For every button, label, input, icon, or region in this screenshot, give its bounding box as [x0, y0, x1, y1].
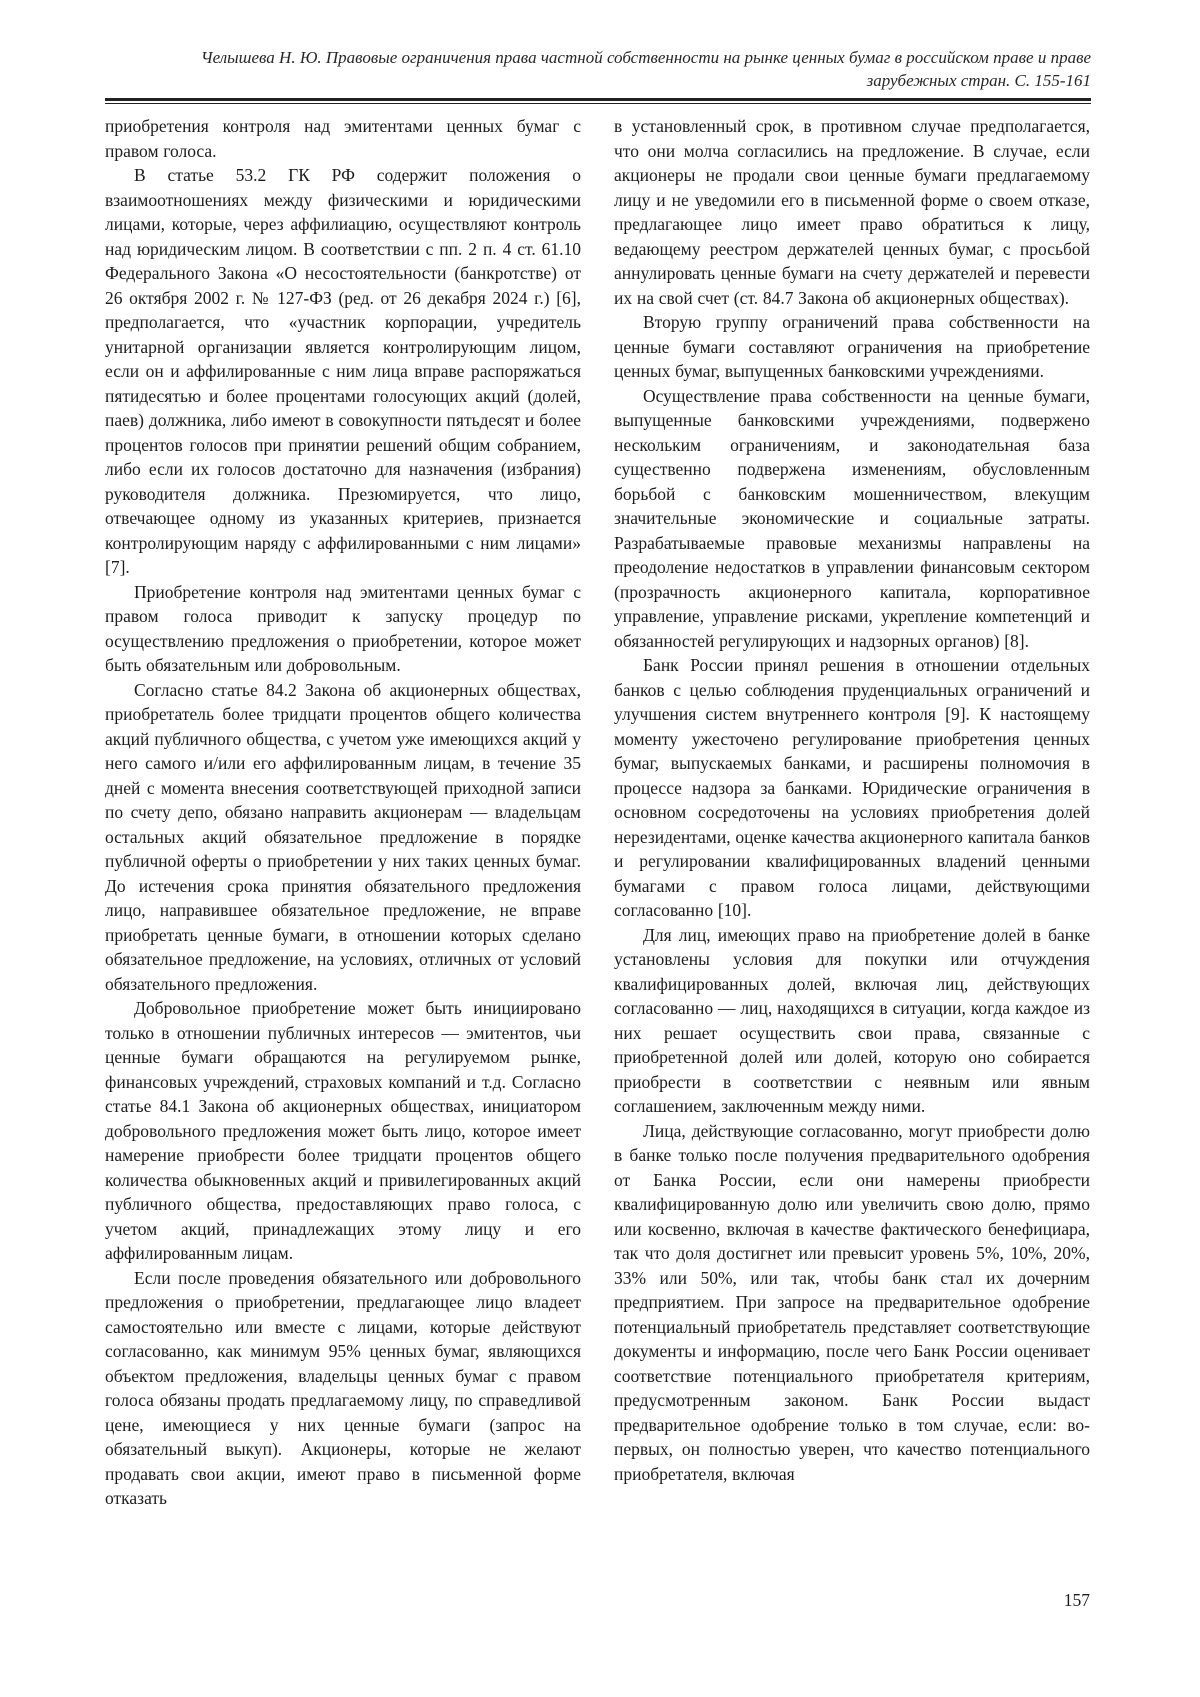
running-head	[105, 46, 1091, 92]
paragraph: Вторую группу ограничений права собственности на ценные бумаги составляют ограничения на приобретение ценных бумаг, выпущенных банковскими учреждениями.	[614, 312, 1090, 381]
right-column	[614, 114, 1090, 1598]
paragraph: Для лиц, имеющих право на приобретение долей в банке установлены условия для покупки или отчуждения квалифицированных долей, включая лиц, действующих согласованно — лиц, находящихся в ситуации, когда каждое из них решает осуществить свои права, связанные с приобретенной долей или долей, которую оно собирается приобрести в соответствии с неявным или явным соглашением, заключенным между ними.	[614, 924, 1090, 1116]
paragraph: Приобретение контроля над эмитентами ценных бумаг с правом голоса приводит к запуску процедур по осуществлению предложения о приобретении, которое может быть обязательным или добровольным.	[105, 581, 581, 675]
paragraph: Добровольное приобретение может быть инициировано только в отношении публичных интересов — эмитентов, чьи ценные бумаги обращаются на регулируемом рынке, финансовых учреждений, страховых компаний и т.д. Согласно статье 84.1 Закона об акционерных обществах, инициатором добровольного предложения может быть лицо, которое имеет намерение приобрести более тридцати процентов общего количества обыкновенных акций и привилегированных акций публичного общества, предоставляющих право голоса, с учетом акций, принадлежащих этому лицу и его аффилированным лицам.	[105, 998, 581, 1263]
header-rule	[105, 98, 1091, 104]
paragraph: Если после проведения обязательного или добровольного предложения о приобретении, предлагающее лицо владеет самостоятельно или вместе с лицами, которые действуют согласованно, как минимум 95% ценных бумаг, являющихся объектом предложения, владельцы ценных бумаг с правом голоса обязаны продать предлагаемому лицу, по справедливой цене, имеющиеся у них ценные бумаги (запрос на обязательный выкуп). Акционеры, которые не желают продавать свои акции, имеют право в письменной форме отказать	[105, 1267, 581, 1508]
paragraph: Лица, действующие согласованно, могут приобрести долю в банке только после получения предварительного одобрения от Банка России, если они намерены приобрести квалифицированную долю или увеличить свою долю, прямо или косвенно, включая в качестве фактического бенефициара, так что доля достигнет или превысит уровень 5%, 10%, 20%, 33% или 50%, или так, чтобы банк стал их дочерним предприятием. При запросе на предварительное одобрение потенциальный приобретатель представляет соответствующие документы и информацию, после чего Банк России оценивает соответствие потенциального приобретателя критериям, предусмотренным законом. Банк России выдаст предварительное одобрение только в том случае, если: во-первых, он полностью уверен, что качество потенциального приобретателя, включая	[614, 1120, 1090, 1484]
paragraph: Осуществление права собственности на ценные бумаги, выпущенные банковскими учреждениями, подвержено нескольким ограничениям, и законодательная база существенно подвержена изменениям, обусловленным борьбой с банковским мошенничеством, влекущим значительные экономические и социальные затраты. Разрабатываемые правовые механизмы направлены на преодоление недостатков в управлении финансовым сектором (прозрачность акционерного капитала, корпоративное управление, управление рисками, укрепление компетенций и обязанностей регулирующих и надзорных органов) [8].	[614, 385, 1090, 651]
paragraph: в установленный срок, в противном случае предполагается, что они молча согласились на предложение. В случае, если акционеры не продали свои ценные бумаги предлагаемому лицу и не уведомили его в письменной форме о своем отказе, предлагающее лицо имеет право обратиться к лицу, ведающему реестром держателей ценных бумаг, с просьбой аннулировать ценные бумаги на счету держателей и перевести их на свой счет (ст. 84.7 Закона об акционерных обществах).	[614, 116, 1090, 308]
paragraph: приобретения контроля над эмитентами ценных бумаг с правом голоса.	[105, 116, 581, 161]
two-column-body	[105, 114, 1091, 1598]
page-number: 157	[1063, 1590, 1090, 1610]
running-head-line1: Челышева Н. Ю. Правовые ограничения права частной собственности на рынке ценных бумаг в российском праве и праве	[200, 48, 1091, 67]
paragraph: Согласно статье 84.2 Закона об акционерных обществах, приобретатель более тридцати процентов общего количества акций публичного общества, с учетом уже имеющихся акций у него самого и/или его аффилированным лицам, в течение 35 дней с момента внесения соответствующей приходной записи по счету депо, обязано направить акционерам — владельцам остальных акций обязательное предложение в порядке публичной оферты о приобретении у них таких ценных бумаг. До истечения срока принятия обязательного предложения лицо, направившее обязательное предложение, не вправе приобретать ценные бумаги, в отношении которых сделано обязательное предложение, на условиях, отличных от условий обязательного предложения.	[105, 679, 581, 994]
running-head-line2: зарубежных стран. С. 155-161	[866, 71, 1091, 90]
paragraph: Банк России принял решения в отношении отдельных банков с целью соблюдения пруденциальных ограничений и улучшения систем внутреннего контроля [9]. К настоящему моменту ужесточено регулирование приобретения ценных бумаг, выпускаемых банками, и расширены полномочия в процессе надзора за банками. Юридические ограничения в основном сосредоточены на условиях приобретения долей нерезидентами, оценке качества акционерного капитала банков и регулировании квалифицированных владений ценными бумагами с правом голоса лицами, действующими согласованно [10].	[614, 655, 1090, 920]
paragraph: В статье 53.2 ГК РФ содержит положения о взаимоотношениях между физическими и юридическими лицами, которые, через аффилиацию, осуществляют контроль над юридическим лицом. В соответствии с пп. 2 п. 4 ст. 61.10 Федерального Закона «О несостоятельности (банкротстве) от 26 октября 2002 г. № 127-ФЗ (ред. от 26 декабря 2024 г.) [6], предполагается, что «участник корпорации, учредитель унитарной организации является контролирующим лицом, если он и аффилированные с ним лица вправе распоряжаться пятидесятью и более процентами голосующих акций (долей, паев) должника, либо имеют в совокупности пятьдесят и более процентов голосов при принятии решений общим собранием, либо если их голосов достаточно для назначения (избрания) руководителя должника. Презюмируется, что лицо, отвечающее одному из указанных критериев, признается контролирующим наряду с аффилированными с ним лицами» [7].	[105, 165, 581, 577]
left-column	[105, 114, 581, 1598]
